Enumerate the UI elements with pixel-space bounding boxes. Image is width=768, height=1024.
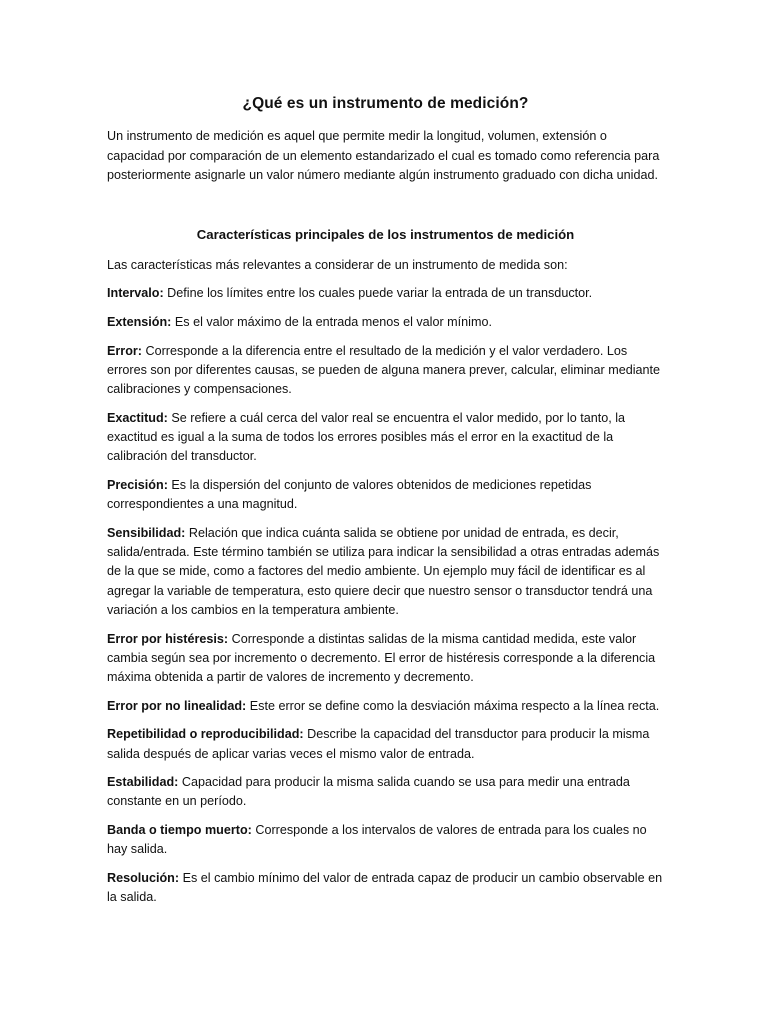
definition-text: Relación que indica cuánta salida se obtiene por unidad de entrada, es decir, salida/entrada. Este término también se utiliza para indicar la sensibilidad a otras entradas además de la que se mide, como a factores del medio ambiente. Un ejemplo muy fácil de identificar es al agregar la variable de temperatura, esto quiere decir que nuestro sensor o transductor tendrá una variación a los cambios en la temperatura ambiente. bbox=[107, 526, 660, 617]
definition-error bbox=[107, 342, 664, 400]
definition-term: Error: bbox=[107, 343, 142, 358]
definition-text: Define los límites entre los cuales puede variar la entrada de un transductor. bbox=[163, 286, 593, 301]
definition-text: Este error se define como la desviación máxima respecto a la línea recta. bbox=[246, 698, 660, 713]
section-title: Características principales de los instrumentos de medición bbox=[196, 226, 575, 242]
definition-term: Estabilidad: bbox=[107, 775, 179, 790]
definition-term: Sensibilidad: bbox=[107, 526, 186, 541]
definition-text: Capacidad para producir la misma salida cuando se usa para medir una entrada constante en un período. bbox=[107, 775, 630, 809]
definition-text: Corresponde a distintas salidas de la misma cantidad medida, este valor cambia según sea por incremento o decremento. El error de histéresis corresponde a la diferencia máxima obtenida a partir de valores de incremento y decremento. bbox=[107, 631, 656, 684]
definition-extension bbox=[107, 313, 664, 332]
definition-term: Banda o tiempo muerto: bbox=[107, 823, 252, 838]
definition-term: Precisión: bbox=[107, 478, 168, 493]
definition-term: Intervalo: bbox=[107, 286, 164, 301]
definition-precision bbox=[107, 476, 664, 514]
definition-text: Es el cambio mínimo del valor de entrada capaz de producir un cambio observable en la salida. bbox=[107, 871, 663, 905]
definition-estabilidad bbox=[107, 773, 664, 811]
definition-text: Se refiere a cuál cerca del valor real se encuentra el valor medido, por lo tanto, la exactitud es igual a la suma de todos los errores posibles más el error en la exactitud de la calibración del transductor. bbox=[107, 411, 626, 464]
definition-text: Corresponde a los intervalos de valores de entrada para los cuales no hay salida. bbox=[107, 823, 647, 857]
lead-paragraph: Las características más relevantes a considerar de un instrumento de medida son: bbox=[107, 257, 568, 272]
definition-text: Es la dispersión del conjunto de valores obtenidos de mediciones repetidas correspondientes a una magnitud. bbox=[107, 478, 592, 512]
definition-intervalo bbox=[107, 284, 664, 303]
definition-exactitud bbox=[107, 409, 664, 467]
definition-repetibilidad bbox=[107, 725, 664, 763]
definition-term: Resolución: bbox=[107, 871, 180, 886]
definition-text: Corresponde a la diferencia entre el resultado de la medición y el valor verdadero. Los errores son por diferentes causas, se pueden de alguna manera prever, calcular, eliminar mediante calibraciones y compensaciones. bbox=[107, 343, 661, 397]
document-title: ¿Qué es un instrumento de medición? bbox=[242, 95, 529, 112]
definition-term: Error por no linealidad: bbox=[107, 698, 247, 713]
definition-resolucion bbox=[107, 869, 664, 907]
intro-paragraph: Un instrumento de medición es aquel que permite medir la longitud, volumen, extensión o capacidad por comparación de un elemento estandarizado el cual es tomado como referencia para posteriormente asignarle un valor número mediante algún instrumento graduado con dicha unidad. bbox=[107, 129, 660, 183]
definition-text: Es el valor máximo de la entrada menos el valor mínimo. bbox=[171, 315, 492, 330]
definition-term: Repetibilidad o reproducibilidad: bbox=[107, 727, 304, 742]
definition-term: Exactitud: bbox=[107, 411, 168, 425]
definition-term: Error por histéresis: bbox=[107, 631, 229, 646]
definition-banda-tiempo-muerto bbox=[107, 821, 664, 859]
definition-error-no-linealidad bbox=[107, 697, 664, 716]
definition-text: Describe la capacidad del transductor para producir la misma salida después de aplicar varias veces el mismo valor de entrada. bbox=[107, 727, 650, 761]
definition-term: Extensión: bbox=[107, 315, 172, 330]
definition-error-histeresis bbox=[107, 630, 664, 688]
definition-sensibilidad bbox=[107, 524, 664, 620]
